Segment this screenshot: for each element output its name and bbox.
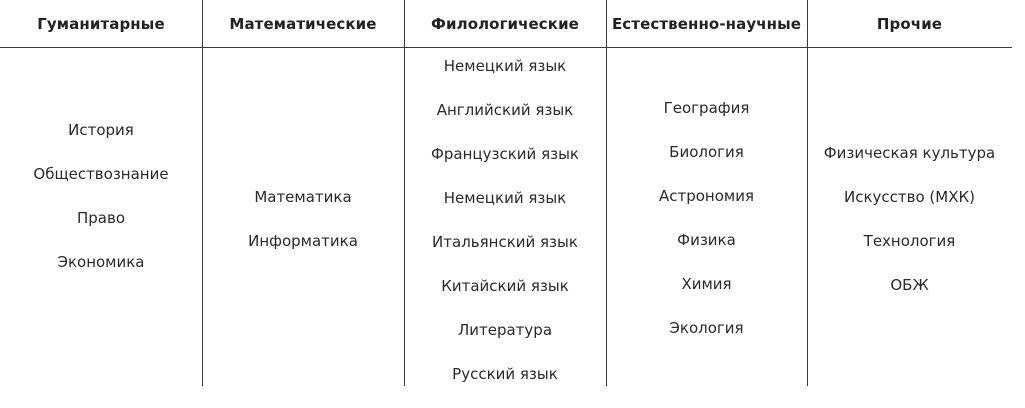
list-item: Французский язык xyxy=(431,145,579,163)
header-philology: Филологические xyxy=(431,14,579,33)
header-humanities: Гуманитарные xyxy=(37,14,165,33)
subject-list xyxy=(807,131,1012,307)
list-item: Итальянский язык xyxy=(432,233,578,251)
subject-list xyxy=(202,175,404,263)
list-item: Физика xyxy=(677,231,736,249)
list-item: Русский язык xyxy=(452,365,558,383)
list-item: География xyxy=(663,99,750,117)
subject-list xyxy=(606,86,807,350)
column-philology xyxy=(404,48,606,388)
list-item: Литература xyxy=(457,321,553,339)
list-item: Экология xyxy=(669,319,744,337)
list-item: ОБЖ xyxy=(890,276,929,294)
list-item: Немецкий язык xyxy=(443,57,567,75)
header-mathematics: Математические xyxy=(229,14,377,33)
list-item: Искусство (МХК) xyxy=(844,188,975,206)
list-item: Информатика xyxy=(248,232,358,250)
header-natural-sciences: Естественно-научные xyxy=(611,14,802,33)
column-humanities xyxy=(0,48,202,388)
list-item: Математика xyxy=(254,188,352,206)
subject-list xyxy=(0,108,202,284)
list-item: Технология xyxy=(863,232,956,250)
header-row xyxy=(0,0,1012,48)
list-item: Немецкий язык xyxy=(443,189,567,207)
header-other: Прочие xyxy=(876,14,943,33)
list-item: Китайский язык xyxy=(441,277,569,295)
list-item: Право xyxy=(76,209,125,227)
column-natural-sciences xyxy=(606,48,807,388)
list-item: История xyxy=(68,121,134,139)
column-mathematics xyxy=(202,48,404,388)
table-body xyxy=(0,48,1012,388)
list-item: Обществознание xyxy=(33,165,169,183)
list-item: Физическая культура xyxy=(823,144,996,162)
list-item: Астрономия xyxy=(658,187,755,205)
subject-list xyxy=(404,44,606,396)
list-item: Экономика xyxy=(57,253,145,271)
list-item: Английский язык xyxy=(436,101,574,119)
column-other xyxy=(807,48,1012,388)
list-item: Биология xyxy=(669,143,744,161)
list-item: Химия xyxy=(681,275,732,293)
